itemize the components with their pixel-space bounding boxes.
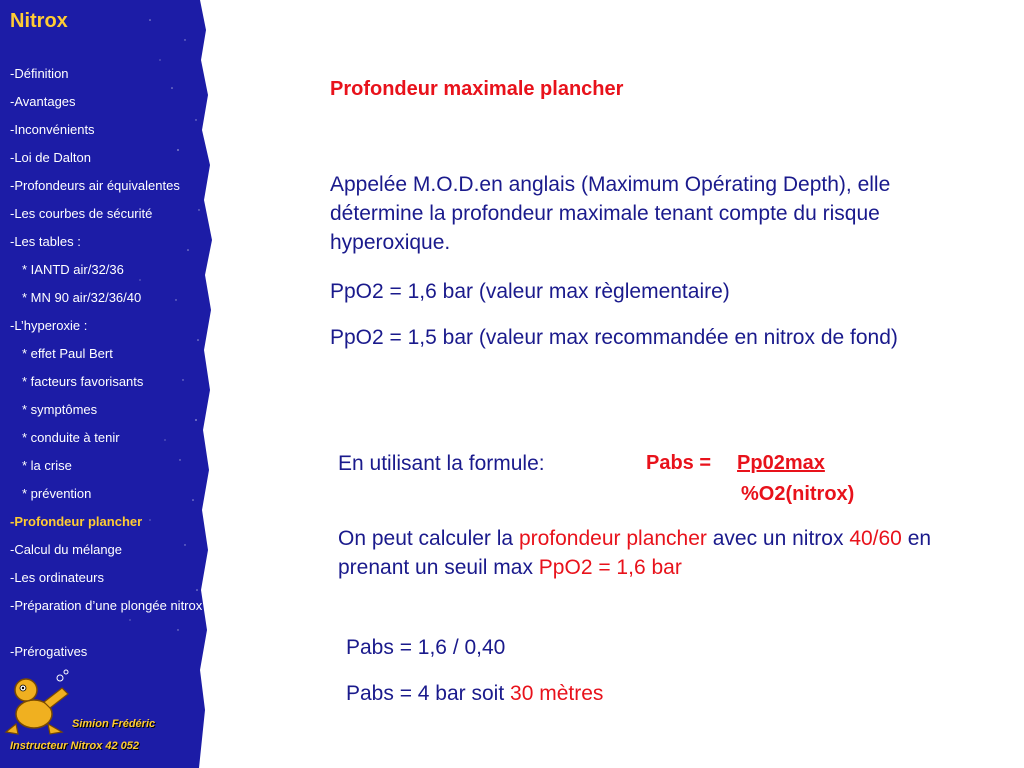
- nav-item[interactable]: * MN 90 air/32/36/40: [22, 290, 142, 305]
- ppo2-regulatory-paragraph: PpO2 = 1,6 bar (valeur max règlementaire): [330, 280, 730, 303]
- nav-title: Nitrox: [10, 10, 68, 32]
- nav-item[interactable]: -Loi de Dalton: [10, 150, 91, 165]
- nav-item[interactable]: * symptômes: [22, 402, 98, 417]
- nav-item[interactable]: * effet Paul Bert: [22, 346, 113, 361]
- formula-lhs: Pabs =: [646, 452, 712, 474]
- nav-item[interactable]: -Définition: [10, 66, 69, 81]
- nav-item[interactable]: -Profondeurs air équivalentes: [10, 178, 180, 193]
- calc-text-3: en prenant un seuil max: [338, 527, 932, 579]
- calc-text-2: avec un nitrox: [706, 527, 850, 550]
- diver-mascot-icon: [4, 668, 76, 736]
- calc-highlight-depth: profondeur plancher: [518, 527, 707, 550]
- nav-list: [10, 66, 225, 672]
- definition-paragraph: Appelée M.O.D.en anglais (Maximum Opérating Depth), elle détermine la profondeur maximale tenant compte du risque hyperoxique.: [330, 173, 891, 254]
- author-name: Simion Frédéric: [72, 718, 156, 730]
- nav-item[interactable]: * IANTD air/32/36: [22, 262, 124, 277]
- nav-item[interactable]: -Les ordinateurs: [10, 570, 104, 585]
- result-prefix: Pabs = 4 bar soit: [346, 682, 511, 705]
- nav-item[interactable]: -Les courbes de sécurité: [10, 206, 153, 221]
- sidebar: [0, 0, 210, 768]
- nav-item[interactable]: * la crise: [22, 458, 72, 473]
- calc-highlight-mix: 40/60: [849, 527, 902, 550]
- nav-item[interactable]: -Calcul du mélange: [10, 542, 123, 557]
- ppo2-recommended-paragraph: PpO2 = 1,5 bar (valeur max recommandée en nitrox de fond): [330, 326, 898, 349]
- formula-numerator-text: Pp02max: [737, 452, 825, 474]
- nav-item[interactable]: -Les tables :: [10, 234, 81, 249]
- result-line-2: [346, 679, 603, 708]
- formula-numerator: [646, 449, 825, 478]
- nav-item[interactable]: -Profondeur plancher: [10, 514, 143, 529]
- slide-title: Profondeur maximale plancher: [330, 78, 624, 100]
- formula-label: En utilisant la formule:: [338, 452, 545, 475]
- formula-denominator: %O2(nitrox): [741, 483, 855, 505]
- nav-item[interactable]: -L’hyperoxie :: [10, 318, 88, 333]
- calc-text-1: On peut calculer la: [338, 527, 519, 550]
- nav-item[interactable]: -Inconvénients: [10, 122, 95, 137]
- author-title: Instructeur Nitrox 42 052: [10, 740, 139, 752]
- nav-item[interactable]: * prévention: [22, 486, 92, 501]
- nav-item[interactable]: -Prérogatives: [10, 644, 88, 659]
- nav-item[interactable]: * conduite à tenir: [22, 430, 120, 445]
- nav-item[interactable]: -Avantages: [10, 94, 76, 109]
- nav-item[interactable]: * facteurs favorisants: [22, 374, 144, 389]
- result-value: 30 mètres: [510, 682, 604, 705]
- result-line-1: Pabs = 1,6 / 0,40: [346, 636, 506, 659]
- calc-highlight-ppo2: PpO2 = 1,6 bar: [538, 556, 682, 579]
- calculation-explanation: [338, 524, 978, 582]
- nav-item[interactable]: -Préparation d’une plongée nitrox: [10, 598, 203, 613]
